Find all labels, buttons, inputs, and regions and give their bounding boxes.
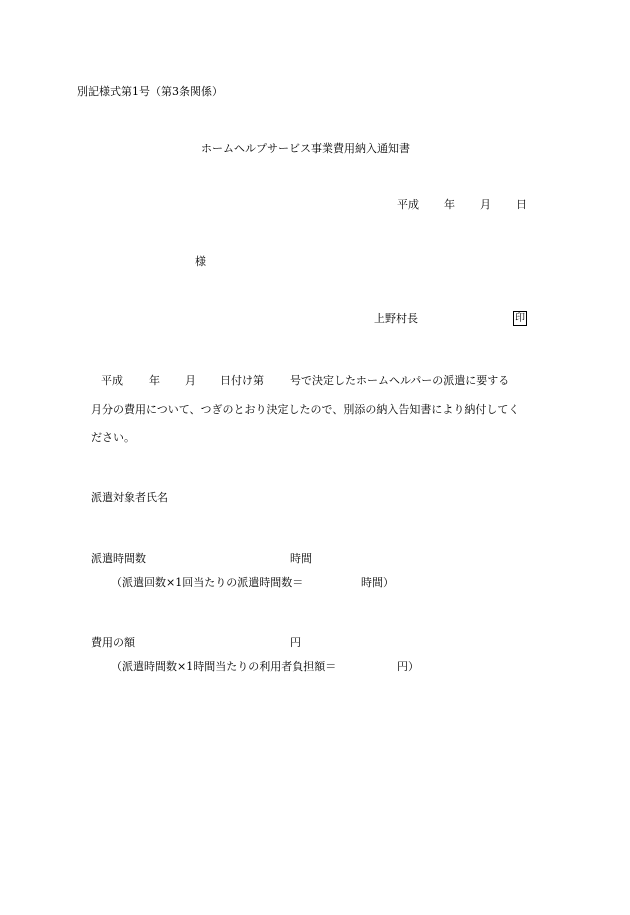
date-day: 日 [516, 198, 527, 211]
date-year: 年 [444, 198, 455, 211]
body-line-3: ださい。 [91, 431, 135, 444]
issuer-name: 上野村長 [374, 312, 418, 325]
document-title: ホームヘルプサービス事業費用納入通知書 [201, 142, 410, 155]
dispatch-hours-formula: （派遣回数×1回当たりの派遣時間数＝ [111, 576, 304, 589]
addressee-suffix: 様 [195, 255, 206, 268]
body-line-1-segment: 日付け第 [220, 374, 264, 387]
body-line-1-segment: 月 [185, 374, 196, 387]
dispatch-hours-unit: 時間 [290, 552, 312, 565]
fee-label: 費用の額 [91, 636, 135, 649]
dispatch-hours-label: 派遣時間数 [91, 552, 146, 565]
dispatch-hours-formula-unit: 時間） [361, 576, 394, 589]
date-era: 平成 [397, 198, 419, 211]
seal-mark: 印 [515, 313, 525, 324]
body-line-1-segment: 号で決定したホームヘルパーの派遣に要する [290, 374, 510, 387]
body-line-2: 月分の費用について、つぎのとおり決定したので、別添の納入告知書により納付してく [91, 403, 520, 416]
date-month: 月 [480, 198, 491, 211]
fee-formula: （派遣時間数×1時間当たりの利用者負担額＝ [111, 660, 337, 673]
body-line-1-segment: 年 [149, 374, 160, 387]
body-line-1-segment: 平成 [101, 374, 123, 387]
target-person-label: 派遣対象者氏名 [91, 491, 168, 504]
form-label: 別記様式第1号（第3条関係） [77, 85, 223, 98]
fee-formula-unit: 円） [397, 660, 419, 673]
fee-unit: 円 [290, 636, 301, 649]
